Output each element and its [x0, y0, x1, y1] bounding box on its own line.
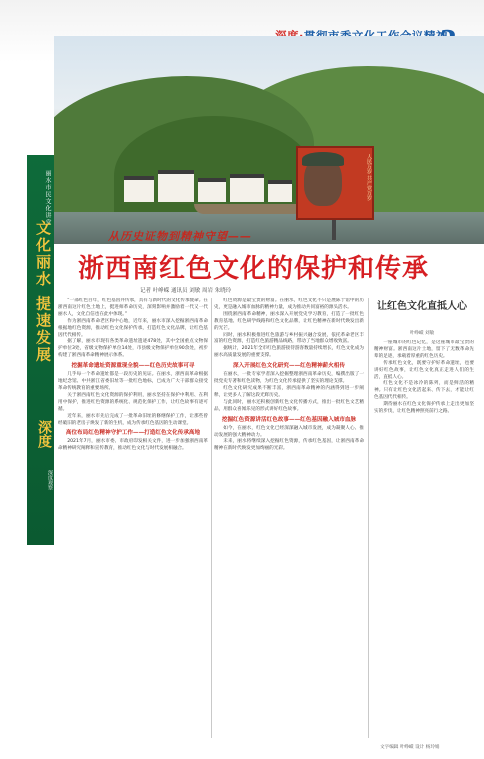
- strip-calligraphy-bottom: 深度: [36, 420, 52, 448]
- billboard-pole: [332, 220, 336, 240]
- paragraph: 几乎每一个革命遗址都是一段历史的见证。在丽水，浙西南革命根据地纪念馆、中共浙江省委旧址等一批红色地标，已成为广大干部群众接受革命传统教育的重要场所。: [58, 372, 208, 391]
- portrait-cap: [302, 152, 344, 166]
- strip-label: 丽水市民文化讲堂: [44, 170, 51, 226]
- paragraph: 同时，丽水积极推进红色旅游与乡村振兴融合发展，依托革命老区丰富的红色资源，打造红色旅游精品线路，带动了当地群众增收致富。: [214, 332, 364, 345]
- section-subheading: 深入开展红色文化研究——红色精神薪火相传: [233, 363, 345, 370]
- paragraph: 2021年7月，丽水市委、市政府印发相关文件，进一步加强浙西南革命精神研究阐释和宣传教育，推动红色文化与时代发展相融合。: [58, 439, 208, 452]
- paragraph: 传承红色文化，既要守护好革命遗址，也要讲好红色故事，让红色文化真正走进人们的生活，直抵人心。: [374, 360, 474, 380]
- bridge: [194, 204, 304, 214]
- paragraph: “一部红色百年，红色基因并传承，具有与新时代的文化传承使命。在浙西南这片红色土地上，挺进师革命历史，深刻影响并激励着一代又一代丽水人，文化自信也在此中体现。”: [58, 298, 208, 317]
- sidebar-author: 叶峥嵘 刘敏: [409, 331, 435, 336]
- paragraph: 期待丽水在红色文化保护传承上走出更加坚实的步伐，让红色精神照亮前行之路。: [374, 402, 474, 415]
- paragraph: 近年来，丽水市先后完成了一批革命旧址的修缮保护工作，让那些曾经破旧的老房子焕发了新的生机，成为传承红色基因的生动课堂。: [58, 413, 208, 426]
- paragraph: 未来，丽水将继续深入挖掘红色资源，传承红色基因，让浙西南革命精神在新时代焕发更加绚丽的光彩。: [214, 439, 364, 452]
- strip-calligraphy-top: 文化丽水 提速发展: [34, 220, 52, 364]
- article-byline: 记者 叶峥嵘 通讯员 刘敏 周岩 朱晓玲: [140, 288, 232, 294]
- house: [198, 178, 226, 202]
- house: [230, 174, 264, 202]
- section-subheading: 挖掘红色资源讲活红色故事——红色基因融入城市血脉: [221, 416, 357, 423]
- paragraph: 关于浙西南红色文化资源的保护利用，丽水坚持在保护中利用、在利用中保护，推进红色资源的系统化、规范化保护工作，让红色故事有迹可循。: [58, 392, 208, 412]
- house: [124, 176, 154, 202]
- paragraph: 一座城市的红色记忆，是这座城市最宝贵的精神财富。浙西南这片土地，留下了无数革命先辈的足迹，承载着厚重的红色历史。: [374, 340, 474, 359]
- house: [268, 180, 292, 202]
- paragraph: 红色文化不是冰冷的陈列，而是鲜活的精神。只有让红色文化活起来、传下去，才能让红色基因代代相传。: [374, 381, 474, 401]
- strip-subtitle: 深度观察: [47, 470, 53, 490]
- paragraph: 围绕浙西南革命精神，丽水深入开展党史学习教育，打造了一批红色教育基地、红色研学线路和红色文化品牌，让红色精神在新时代焕发出新的光芒。: [214, 311, 364, 331]
- sidebar-title: 让红色文化直抵人心: [377, 301, 467, 312]
- paragraph: 红色资源是最宝贵的财富。在丽水，红色文化不只是展陈于馆中的历史，更是融入城市血脉的精神力量，成为推动共同富裕的源头活水。: [214, 298, 364, 310]
- paragraph: 在丽水，一批专家学者深入挖掘整理浙西南革命历史，编撰出版了一批党史专著和红色读物，为红色文化传承提供了坚实的理论支撑。: [214, 372, 364, 385]
- house: [158, 170, 194, 202]
- section-subheading: 挖掘革命遗址资源重现全貌——红色历史故事可寻: [71, 363, 195, 370]
- footer-credits: 文字编辑 叶峥嵘 设计 杨玲娟: [380, 745, 440, 750]
- paragraph: 与此同时，丽水还积极创新红色文化传播方式，推出一批红色文艺精品，用群众喜闻乐见的形式讲好红色故事。: [214, 399, 364, 412]
- column-divider: [211, 298, 212, 738]
- article-column-2: [214, 298, 364, 738]
- article-kicker: 从历史证物到精神守望——: [108, 230, 252, 243]
- article-column-1: [58, 298, 208, 738]
- section-subheading: 高位布局红色精神守护工作——打造红色文化传承高地: [65, 430, 201, 437]
- paragraph: 红色文化研究成果不断丰富，浙西南革命精神的内涵得到进一步阐释，让更多人了解这段光辉历史。: [214, 385, 364, 398]
- sidebar-column: [374, 340, 474, 738]
- paragraph: 作为浙西南革命老区和中心地，近年来，丽水市深入挖掘浙西南革命根据地红色资源，推动红色文化保护传承，打造红色文化品牌，让红色基因代代相传。: [58, 318, 208, 338]
- column-divider: [368, 298, 369, 738]
- paragraph: 据了解，丽水市现有各类革命遗址遗迹478处，其中全国重点文物保护单位3处，省级文物保护单位14处，市县级文物保护单位90余处，初步构建了浙西南革命精神展示体系。: [58, 339, 208, 359]
- portrait-billboard: [296, 146, 374, 220]
- billboard-text: 人民万岁 共产党万岁: [366, 154, 372, 201]
- paragraph: 如今，在丽水，红色文化已经深深融入城市发展，成为凝聚人心、推动发展的强大精神动力。: [214, 425, 364, 438]
- article-headline: 浙西南红色文化的保护和传承: [78, 254, 430, 284]
- hero-photo: [54, 36, 484, 244]
- paragraph: 据统计，2021年全市红色旅游接待游客数量持续增长，红色文化成为丽水高质量发展的重要支撑。: [214, 346, 364, 359]
